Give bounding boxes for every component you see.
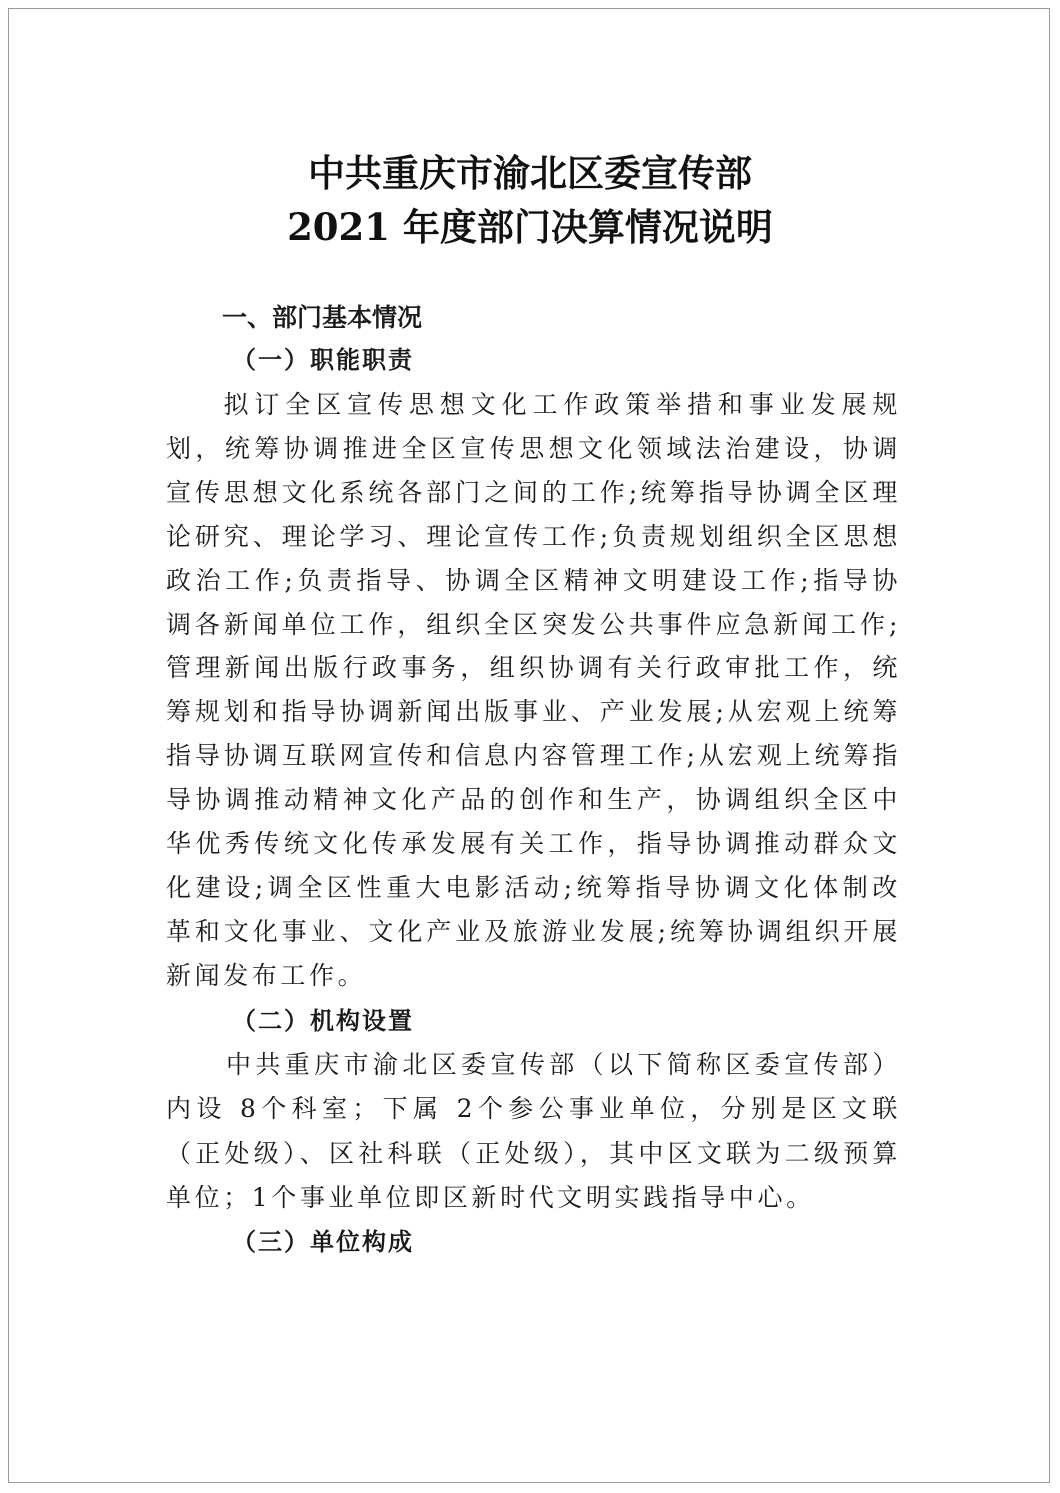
paragraph-functions: 拟订全区宣传思想文化工作政策举措和事业发展规划，统筹协调推进全区宣传思想文化领域法治建设，协调宣传思想文化系统各部门之间的工作;统筹指导协调全区理论研究、理论学习、理论宣传工作;负责规划组织全区思想政治工作;负责指导、协调全区精神文明建设工作;指导协调各新闻单位工作，组织全区突发公共事件应急新闻工作;管理新闻出版行政事务，组织协调有关行政审批工作，统筹规划和指导协调新闻出版事业、产业发展;从宏观上统筹指导协调互联网宣传和信息内容管理工作;从宏观上统筹指导协调推动精神文化产品的创作和生产，协调组织全区中华优秀传统文化传承发展有关工作，指导协调推动群众文化建设;调全区性重大电影活动;统筹指导协调文化体制改革和文化事业、文化产业及旅游业发展;统筹协调组织开展新闻发布工作。 xyxy=(166,390,901,990)
subheading-functions: （一）职能职责 xyxy=(232,345,414,374)
document-title-line1: 中共重庆市渝北区委宣传部 xyxy=(308,151,752,195)
document-title-line2: 2021 年度部门决算情况说明 xyxy=(287,205,773,249)
paragraph-organization: 中共重庆市渝北区委宣传部（以下简称区委宣传部）内设 8个科室；下属 2个参公事业单位，分别是区文联（正处级）、区社科联（正处级），其中区文联为二级预算单位；1个事业单位即区新时代文明实践指导中心。 xyxy=(166,1050,901,1212)
subheading-unit-composition: （三）单位构成 xyxy=(232,1227,414,1256)
section-heading-basic-info: 一、部门基本情况 xyxy=(222,303,423,332)
subheading-organization: （二）机构设置 xyxy=(232,1006,414,1035)
